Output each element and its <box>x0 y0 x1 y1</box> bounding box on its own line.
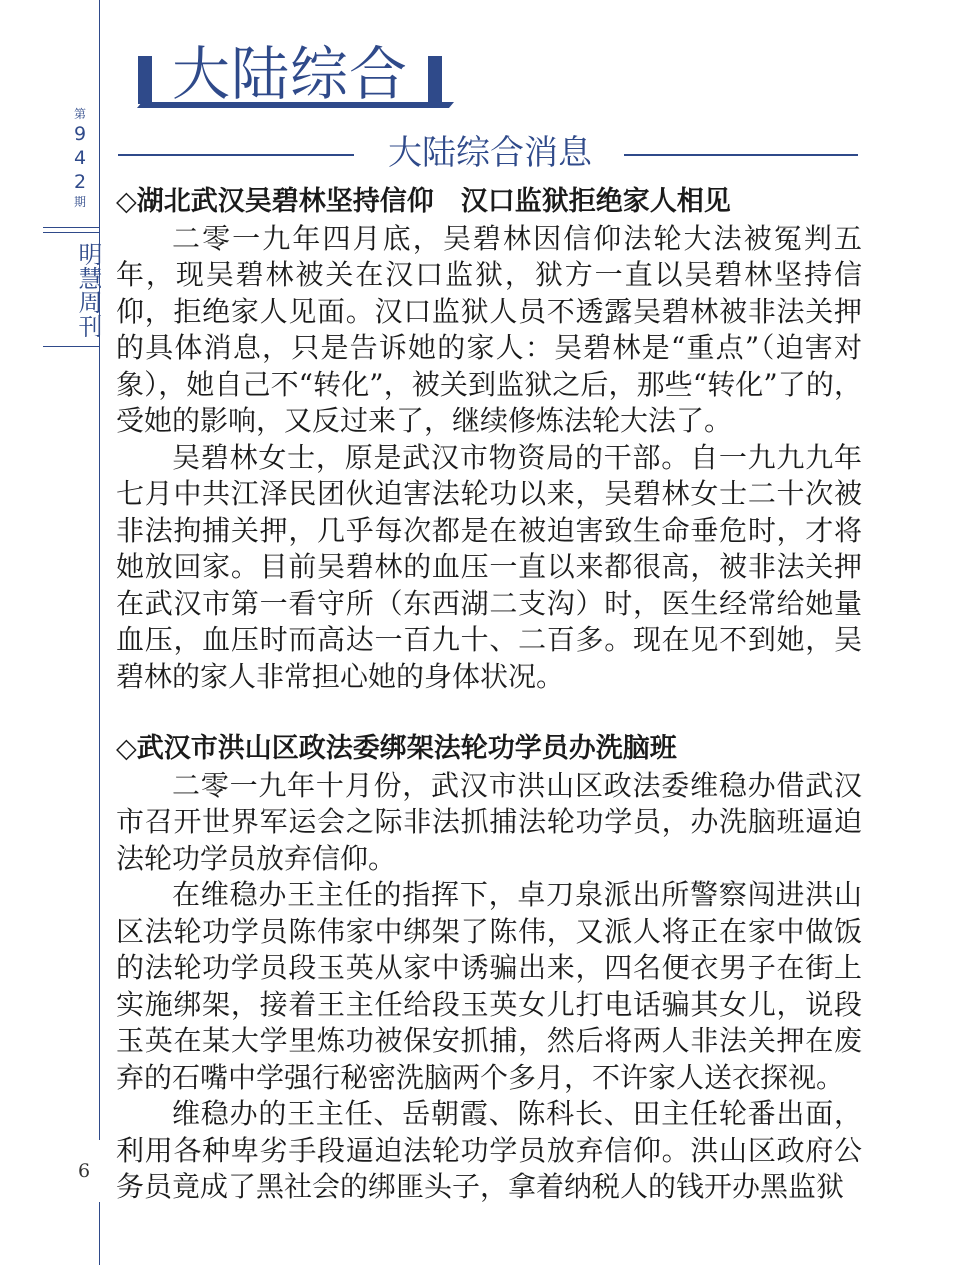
section-title: 大陆综合 <box>172 40 409 108</box>
subsection-heading <box>118 128 858 178</box>
article-body <box>116 184 862 1206</box>
publication-name: 明慧周刊 <box>74 242 102 338</box>
subsection-title: 大陆综合消息 <box>388 133 592 173</box>
section-banner <box>138 38 450 110</box>
sidebar-divider <box>43 346 100 347</box>
issue-digit: 9 <box>73 123 87 145</box>
issue-number <box>60 106 100 210</box>
paragraph: 维稳办的王主任、岳朝霞、陈科长、田主任轮番出面，利用各种卑劣手段逼迫法轮功学员放弃信仰。洪山区政府公务员竟成了黑社会的绑匪头子，拿着纳税人的钱开办黑监狱 <box>116 1097 862 1203</box>
article-spacer <box>116 695 862 731</box>
heading-rule-left <box>118 154 354 156</box>
issue-prefix: 第 <box>73 107 86 121</box>
issue-digit: 2 <box>73 171 87 193</box>
sidebar-divider <box>43 232 100 233</box>
paragraph: 二零一九年十月份，武汉市洪山区政法委维稳办借武汉市召开世界军运会之际非法抓捕法轮功学员，办洗脑班逼迫法轮功学员放弃信仰。 <box>116 768 862 875</box>
issue-digit: 4 <box>73 147 87 169</box>
issue-suffix: 期 <box>73 195 86 209</box>
article <box>116 731 862 1206</box>
margin-rule-gap <box>95 1140 105 1202</box>
article <box>116 184 862 695</box>
article-title: ◇湖北武汉吴碧林坚持信仰 汉口监狱拒绝家人相见 <box>116 186 731 217</box>
paragraph: 在维稳办王主任的指挥下，卓刀泉派出所警察闯进洪山区法轮功学员陈伟家中绑架了陈伟，又派人将正在家中做饭的法轮功学员段玉英从家中诱骗出来，四名便衣男子在街上实施绑架，接着王主任给段玉英女儿打电话骗其女儿，说段玉英在某大学里炼功被保安抓捕，然后将两人非法关押在废弃的石嘴中学强行秘密洗脑两个多月，不许家人送衣探视。 <box>116 878 862 1094</box>
sidebar-divider <box>43 227 100 228</box>
heading-rule-right <box>624 154 858 156</box>
banner-bar-left <box>138 56 152 104</box>
page-number: 6 <box>78 1160 91 1182</box>
banner-bar-right <box>428 56 442 104</box>
paragraph: 吴碧林女士，原是武汉市物资局的干部。自一九九九年七月中共江泽民团伙迫害法轮功以来，吴碧林女士二十次被非法拘捕关押，几乎每次都是在被迫害致生命垂危时，才将她放回家。目前吴碧林的血压一直以来都很高，被非法关押在武汉市第一看守所（东西湖二支沟）时，医生经常给她量血压，血压时而高达一百九十、二百多。现在见不到她，吴碧林的家人非常担心她的身体状况。 <box>116 440 862 693</box>
article-title: ◇武汉市洪山区政法委绑架法轮功学员办洗脑班 <box>116 733 677 764</box>
paragraph: 二零一九年四月底，吴碧林因信仰法轮大法被冤判五年，现吴碧林被关在汉口监狱，狱方一直以吴碧林坚持信仰，拒绝家人见面。汉口监狱人员不透露吴碧林被非法关押的具体消息，只是告诉她的家人：吴碧林是“重点”（迫害对象），她自己不“转化”，被关到监狱之后，那些“转化”了的，受她的影响，又反过来了，继续修炼法轮大法了。 <box>116 221 862 437</box>
